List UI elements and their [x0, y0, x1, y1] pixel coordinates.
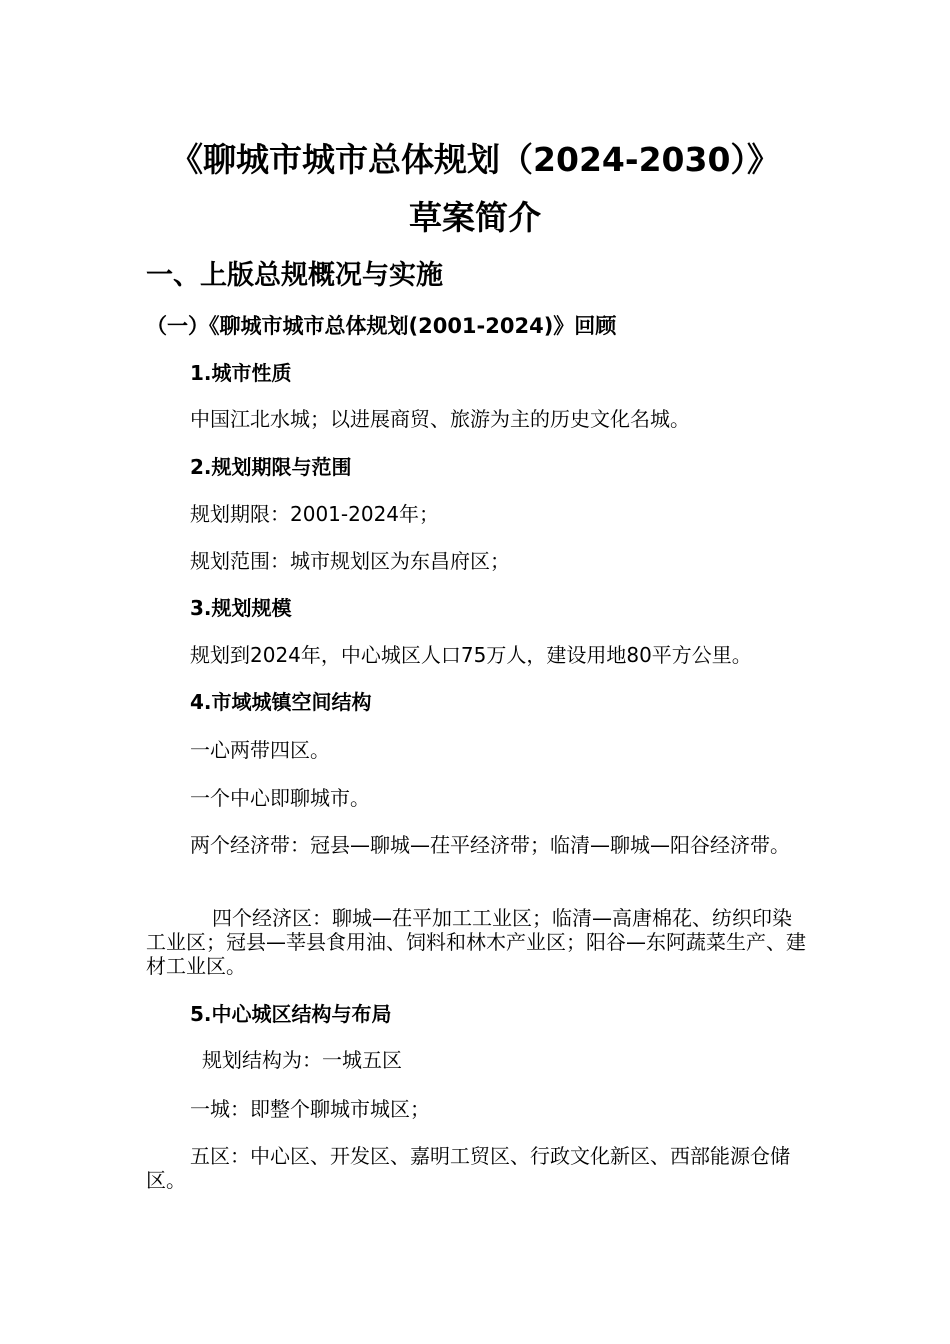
layout-heading: 5.中心城区结构与布局	[190, 1002, 392, 1026]
structure-text-3: 两个经济带：冠县—聊城—茌平经济带；临清—聊城—阳谷经济带。	[190, 833, 790, 857]
document-title-line1: 《聊城市城市总体规划（2024-2030）》	[170, 140, 780, 179]
subsection-heading: （一）《聊城市城市总体规划(2001-2024)》回顾	[146, 314, 617, 338]
scale-heading: 3.规划规模	[190, 596, 292, 620]
period-text: 规划期限：2001-2024年；	[190, 502, 440, 526]
scale-text: 规划到2024年，中心城区人口75万人，建设用地80平方公里。	[190, 643, 752, 667]
structure-text-4: 四个经济区：聊城—茌平加工工业区；临清—高唐棉花、纺织印染工业区；冠县—莘县食用油、饲料和林木产业区；阳谷—东阿蔬菜生产、建材工业区。	[146, 906, 806, 978]
layout-text-2: 一城：即整个聊城市城区；	[190, 1097, 430, 1121]
layout-text-3: 五区：中心区、开发区、嘉明工贸区、行政文化新区、西部能源仓储区。	[146, 1144, 790, 1192]
period-heading: 2.规划期限与范围	[190, 455, 352, 479]
layout-text-1: 规划结构为：一城五区	[202, 1048, 402, 1072]
structure-text-2: 一个中心即聊城市。	[190, 786, 370, 810]
nature-heading: 1.城市性质	[190, 361, 292, 385]
section-heading: 一、上版总规概况与实施	[146, 260, 443, 291]
structure-text-1: 一心两带四区。	[190, 738, 330, 762]
scope-text: 规划范围：城市规划区为东昌府区；	[190, 549, 510, 573]
document-title-line2: 草案简介	[409, 198, 541, 237]
structure-heading: 4.市域城镇空间结构	[190, 690, 372, 714]
nature-text: 中国江北水城；以进展商贸、旅游为主的历史文化名城。	[190, 407, 690, 431]
